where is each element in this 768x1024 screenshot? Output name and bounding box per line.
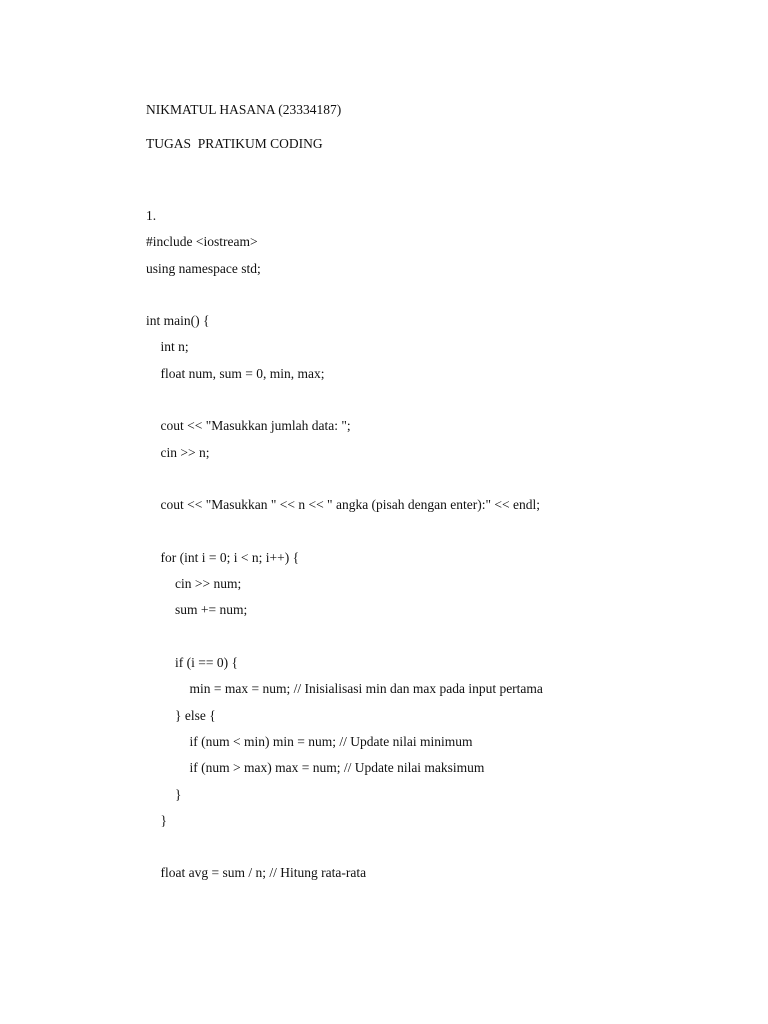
code-line: } bbox=[175, 786, 182, 802]
code-line bbox=[146, 470, 543, 496]
code-line: using namespace std; bbox=[146, 260, 261, 276]
code-line bbox=[146, 286, 543, 312]
document-header bbox=[146, 101, 341, 169]
assignment-title: TUGAS PRATIKUM CODING bbox=[146, 136, 323, 151]
code-line: } bbox=[160, 812, 167, 828]
code-line: cin >> n; bbox=[160, 444, 210, 460]
code-line: cin >> num; bbox=[175, 576, 242, 592]
code-line: 1. bbox=[146, 208, 157, 223]
code-line: for (int i = 0; i < n; i++) { bbox=[160, 549, 300, 565]
code-line: if (num > max) max = num; // Update nilai maksimum bbox=[189, 760, 485, 776]
code-line: cout << "Masukkan " << n << " angka (pisah dengan enter):" << endl; bbox=[160, 497, 540, 513]
code-line bbox=[146, 391, 543, 417]
code-line: int n; bbox=[160, 339, 189, 355]
code-line: if (i == 0) { bbox=[175, 655, 238, 671]
author-line: NIKMATUL HASANA (23334187) bbox=[146, 102, 342, 117]
code-line: cout << "Masukkan jumlah data: "; bbox=[160, 418, 351, 434]
code-line: if (num < min) min = num; // Update nilai minimum bbox=[189, 733, 473, 749]
code-line: #include <iostream> bbox=[146, 234, 258, 250]
code-listing bbox=[146, 207, 543, 891]
code-line: sum += num; bbox=[175, 602, 248, 618]
code-line bbox=[146, 628, 543, 654]
code-line: } else { bbox=[175, 707, 216, 723]
code-line: min = max = num; // Inisialisasi min dan max pada input pertama bbox=[189, 681, 543, 697]
code-line: float num, sum = 0, min, max; bbox=[160, 365, 325, 381]
code-line: int main() { bbox=[146, 313, 210, 329]
code-line: float avg = sum / n; // Hitung rata-rata bbox=[160, 865, 367, 881]
code-line bbox=[146, 523, 543, 549]
code-line bbox=[146, 838, 543, 864]
